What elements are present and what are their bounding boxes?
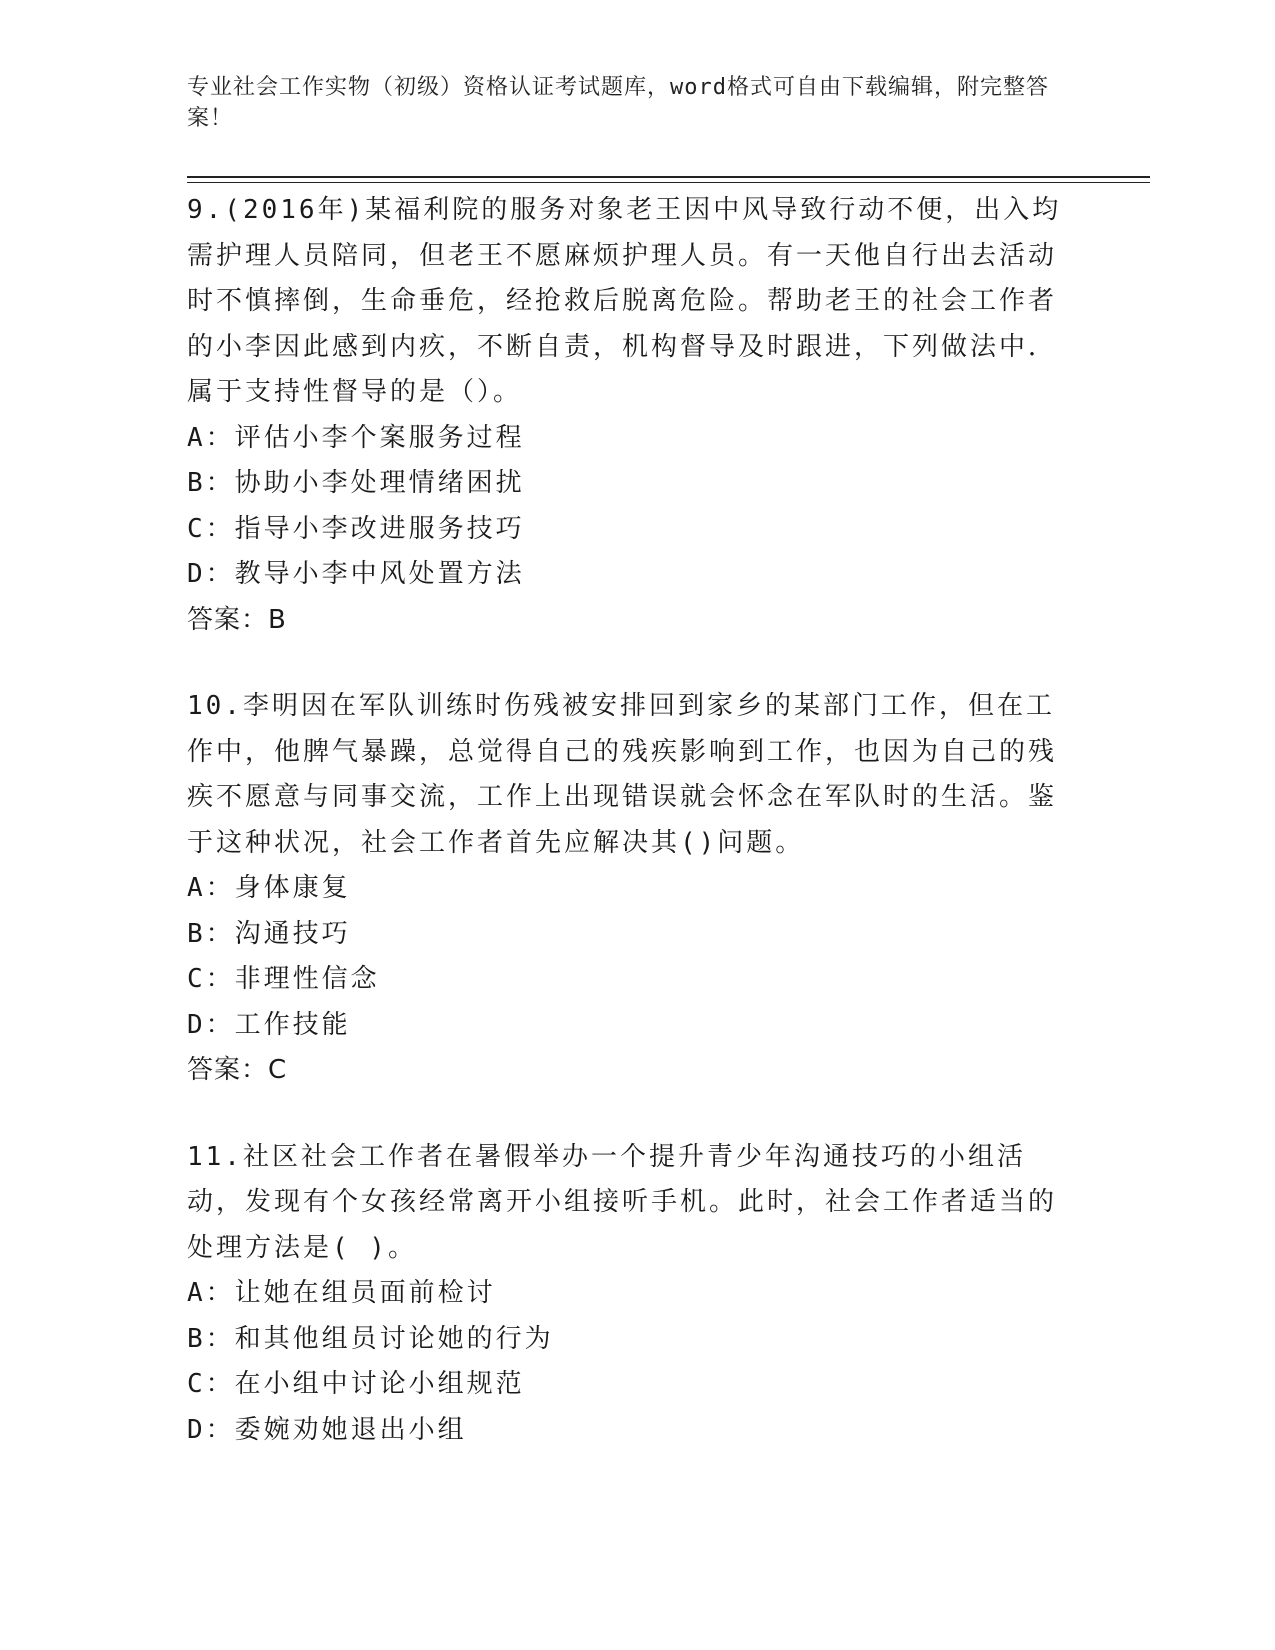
question-list [187,188,1067,1494]
option-d: D：委婉劝她退出小组 [187,1414,467,1445]
question-9 [187,188,1067,643]
option-a: A：评估小李个案服务过程 [187,422,525,453]
question-11 [187,1135,1067,1454]
option-b: B：沟通技巧 [187,918,351,949]
question-10 [187,684,1067,1094]
option-b: B：和其他组员讨论她的行为 [187,1323,554,1354]
page-header: 专业社会工作实物（初级）资格认证考试题库，word格式可自由下载编辑，附完整答案！ [187,75,1049,131]
answer-line: 答案：C [187,1055,288,1085]
option-a: A：让她在组员面前检讨 [187,1278,496,1308]
option-d: D：教导小李中风处置方法 [187,559,525,589]
option-c: C：在小组中讨论小组规范 [187,1369,525,1399]
question-stem: 9.(2016年)某福利院的服务对象老王因中风导致行动不便，出入均需护理人员陪同，但老王不愿麻烦护理人员。有一天他自行出去活动时不慎摔倒，生命垂危，经抢救后脱离危险。帮助老王的社会工作者的小李因此感到内疚，不断自责，机构督导及时跟进，下列做法中．属于支持性督导的是（）。 [187,195,1062,407]
question-stem: 10.李明因在军队训练时伤残被安排回到家乡的某部门工作，但在工作中，他脾气暴躁，总觉得自己的残疾影响到工作，也因为自己的残疾不愿意与同事交流，工作上出现错误就会怀念在军队时的生活。鉴于这种状况，社会工作者首先应解决其()问题。 [187,691,1058,858]
option-d: D：工作技能 [187,1009,351,1040]
header-divider-thick [187,176,1150,178]
option-a: A：身体康复 [187,873,351,903]
question-stem: 11.社区社会工作者在暑假举办一个提升青少年沟通技巧的小组活动，发现有个女孩经常离开小组接听手机。此时，社会工作者适当的处理方法是( )。 [187,1141,1058,1263]
answer-line: 答案：B [187,604,287,635]
option-b: B：协助小李处理情绪困扰 [187,468,525,498]
header-divider-thin [187,182,1150,183]
option-c: C：非理性信念 [187,964,380,994]
option-c: C：指导小李改进服务技巧 [187,513,525,544]
